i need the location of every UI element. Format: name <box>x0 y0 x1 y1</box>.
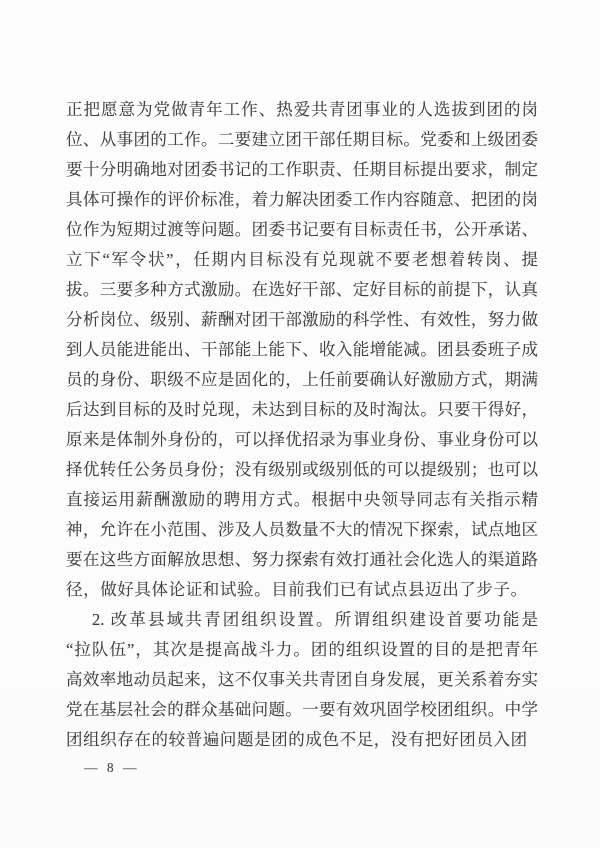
text-line: 择优转任公务员身份；没有级别或级别低的可以提级别；也可以 <box>66 460 538 479</box>
text-line: 直接运用薪酬激励的聘用方式。根据中央领导同志有关指示精 <box>66 490 538 509</box>
text-line: 分析岗位、级别、薪酬对团干部激励的科学性、有效性，努力做 <box>66 310 538 329</box>
text-line: 后达到目标的及时兑现，未达到目标的及时淘汰。只要干得好， <box>66 400 538 419</box>
text-line: 团组织存在的较普遍问题是团的成色不足，没有把好团员入团 <box>66 730 528 749</box>
text-line: 高效率地动员起来，这不仅事关共青团自身发展，更关系着夯实 <box>66 670 538 689</box>
text-line: 员的身份、职级不应是固化的，上任前要确认好激励方式，期满 <box>66 370 538 389</box>
text-line-paragraph-start: 2. 改革县域共青团组织设置。所谓组织建设首要功能是 <box>92 610 538 629</box>
text-line: 要在这些方面解放思想、努力探索有效打通社会化选人的渠道路 <box>66 550 538 569</box>
text-line: 神，允许在小范围、涉及人员数量不大的情况下探索，试点地区 <box>66 520 538 539</box>
text-line: 拔。三要多种方式激励。在选好干部、定好目标的前提下，认真 <box>66 280 538 299</box>
body-text <box>66 95 538 755</box>
page-number: — 8 — <box>84 760 140 775</box>
text-line: 位、从事团的工作。二要建立团干部任期目标。党委和上级团委 <box>66 130 538 149</box>
text-line: 原来是体制外身份的，可以择优招录为事业身份、事业身份可以 <box>66 430 538 449</box>
text-line: 党在基层社会的群众基础问题。一要有效巩固学校团组织。中学 <box>66 700 538 719</box>
text-line: 要十分明确地对团委书记的工作职责、任期目标提出要求，制定 <box>66 160 538 179</box>
text-line: 位作为短期过渡等问题。团委书记要有目标责任书，公开承诺、 <box>66 220 538 239</box>
text-line-paragraph-end: 径，做好具体论证和试验。目前我们已有试点县迈出了步子。 <box>66 580 528 599</box>
text-line: 立下“军令状”，任期内目标没有兑现就不要老想着转岗、提 <box>66 250 538 269</box>
text-line: 具体可操作的评价标准，着力解决团委工作内容随意、把团的岗 <box>66 190 538 209</box>
text-line: “拉队伍”，其次是提高战斗力。团的组织设置的目的是把青年 <box>66 640 538 659</box>
text-line: 到人员能进能出、干部能上能下、收入能增能减。团县委班子成 <box>66 340 538 359</box>
text-line: 正把愿意为党做青年工作、热爱共青团事业的人选拔到团的岗 <box>66 100 538 119</box>
